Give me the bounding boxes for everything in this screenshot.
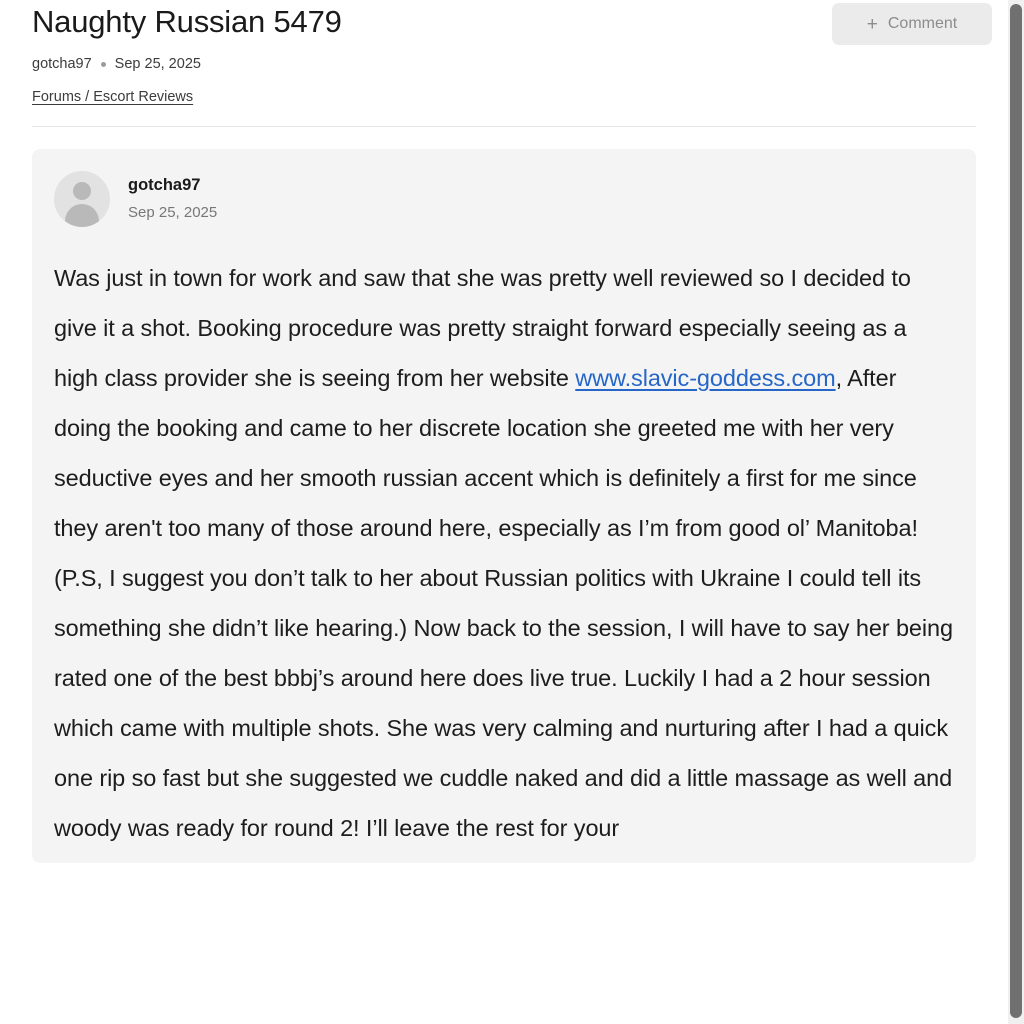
- meta-separator-dot: [101, 62, 106, 67]
- post-header: [54, 171, 954, 227]
- post-body: [54, 253, 954, 853]
- plus-icon: +: [866, 13, 878, 35]
- website-link[interactable]: www.slavic-goddess.com: [575, 365, 836, 391]
- breadcrumb[interactable]: Forums / Escort Reviews: [32, 89, 194, 105]
- add-comment-label: Comment: [887, 15, 958, 32]
- post-identity: [128, 171, 217, 221]
- thread-meta: [32, 56, 976, 72]
- thread-date: Sep 25, 2025: [114, 56, 201, 72]
- post-author[interactable]: gotcha97: [128, 176, 201, 194]
- add-comment-button[interactable]: [832, 3, 992, 45]
- scrollbar-thumb[interactable]: [1010, 4, 1022, 1018]
- post-date: Sep 25, 2025: [128, 204, 218, 221]
- avatar-head-shape: [73, 182, 91, 200]
- post-text-before-link: Was just in town for work and saw that she was pretty well reviewed so I decided to give it a shot. Booking procedure was pretty straight forward especially seeing as a high class provider she is seeing from her website: [54, 265, 911, 391]
- post-card: [32, 149, 976, 863]
- vertical-scrollbar[interactable]: [1008, 0, 1024, 1024]
- post-text-after-link: , After doing the booking and came to her discrete location she greeted me with her very seductive eyes and her smooth russian accent which is definitely a first for me since they aren't too many of those around here, especially as I’m from good ol’ Manitoba! (P.S, I suggest you don’t talk to her about Russian politics with Ukraine I could tell its something she didn’t like hearing.) Now back to the session, I will have to say her being rated one of the best bbbj’s around here does live true. Luckily I had a 2 hour session which came with multiple shots. She was very calming and nurturing after I had a quick one rip so fast but she suggested we cuddle naked and did a little massage as well and woody was ready for round 2! I’ll leave the rest for your: [54, 365, 953, 841]
- header-divider: [32, 126, 976, 127]
- avatar[interactable]: [54, 171, 110, 227]
- thread-author: gotcha97: [32, 56, 92, 72]
- avatar-body-shape: [65, 204, 99, 227]
- page-title: Naughty Russian 5479: [32, 4, 342, 39]
- thread-header: [0, 0, 1008, 127]
